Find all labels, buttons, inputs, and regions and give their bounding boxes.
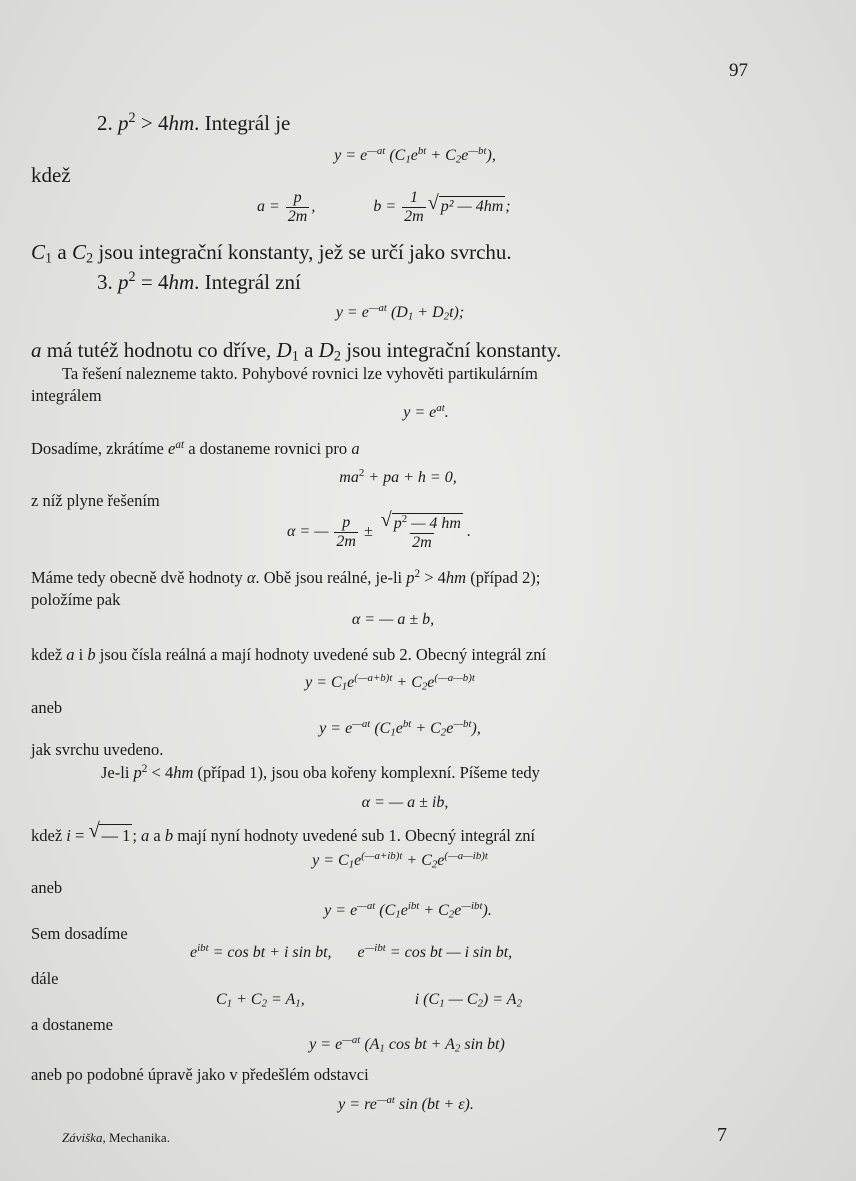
footer-signature: Záviška, Mechanika. — [62, 1130, 170, 1145]
equation-general-complex-2: $y = e^{—at}$ $(C_1e^{ibt} + C_2e^{—ibt})$. — [324, 900, 492, 921]
equation-roots: α = — $\frac{p}{2m}$ ± √ $p^2$ — 4 hm 2m . — [287, 509, 471, 551]
equation-particular: $y = e^{at}$. — [403, 402, 449, 421]
where-label-1: kdež — [31, 163, 71, 187]
and-get-label: a dostaneme — [31, 1015, 114, 1034]
solutions-paragraph-line2: integrálem — [31, 386, 102, 405]
substitute-here-label: Sem dosadíme — [31, 924, 128, 943]
equation-general-complex: $y = C_1e^{(—a+ib)t} + C_2e^{(—a—ib)t}$ — [312, 850, 488, 871]
constants-sentence: $C_1$ a $C_2$ jsou integrační konstanty, jež se určí jako svrchu. — [31, 240, 512, 267]
equation-euler: $e^{ibt} = \cos$ bt + i sin bt, $e^{—ibt} = \cos$ bt — i sin bt, — [190, 942, 513, 961]
two-values-sentence: Máme tedy obecně dvě hodnoty α. Obě jsou reálné, je-li $p^2 > 4hm$ (případ 2); — [31, 567, 541, 587]
same-value-sentence: a má tutéž hodnotu co dříve, $D_1$ a $D_2$ jsou integrační konstanty. — [31, 338, 562, 365]
case-3-heading: 3. $p^2 = 4hm$. Integrál zní — [97, 269, 301, 294]
equation-a-b-definitions: a = $\frac{p}{2m}$ , b = $\frac{1}{2m}$ √ p² — 4hm ; — [257, 189, 511, 225]
equation-general-case2: $y = e^{—at}$ $(C_1e^{bt} + C_2e^{—bt})$, — [334, 145, 496, 166]
equation-cos-sin: $y = e^{—at}$ ($A_1$ cos bt + $A_2$ sin bt) — [309, 1034, 505, 1055]
page-number: 97 — [729, 60, 748, 81]
or-label-2: aneb — [31, 878, 63, 897]
where-a-b-sentence: kdež a i b jsou čísla reálná a mají hodnoty uvedené sub 2. Obecný integrál zní — [31, 645, 547, 664]
where-i-sentence: kdež i = √ — 1 ; a a b mají nyní hodnoty uvedené sub 1. Obecný integrál zní — [31, 820, 536, 845]
or-label-1: aneb — [31, 698, 63, 717]
equation-final: $y = re^{—at}$ sin (bt + ε). — [338, 1094, 474, 1113]
from-which-label: z níž plyne řešením — [31, 491, 160, 510]
equation-characteristic: $ma^2$ + pa + h = 0, — [339, 467, 457, 486]
further-label: dále — [31, 969, 59, 988]
if-case1-sentence: Je-li $p^2 < 4hm$ (případ 1), jsou oba kořeny komplexní. Píšeme tedy — [101, 762, 540, 782]
substitute-sentence: Dosadíme, zkrátíme $e^{at}$ a dostaneme rovnici pro a — [31, 438, 360, 458]
footer-sheet-number: 7 — [717, 1124, 727, 1146]
equation-general-case3: $y = e^{—at}$ $(D_1 + D_2t)$; — [335, 302, 465, 323]
case-2-heading: 2. $p^2 > 4hm$. Integrál je — [97, 110, 291, 135]
equation-constants-A: $C_1 + C_2 = A_1$, i ($C_1$ — $C_2) = A_2$ — [216, 991, 523, 1010]
equation-general-real: $y = C_1e^{(—a+b)t} + C_2e^{(—a—b)t}$ — [305, 672, 475, 693]
as-above-label: jak svrchu uvedeno. — [31, 740, 164, 759]
equation-general-real-2: $y = e^{—at}$ $(C_1e^{bt} + C_2e^{—bt})$, — [319, 718, 481, 739]
solutions-paragraph-line1: Ta řešení nalezneme takto. Pohybové rovnici lze vyhověti partikulárním — [62, 364, 538, 383]
or-similar-sentence: aneb po podobné úpravě jako v předešlém odstavci — [31, 1065, 369, 1084]
equation-alpha-complex: α = — a ± ib, — [361, 794, 449, 811]
equation-alpha-real: α = — a ± b, — [351, 611, 435, 628]
put-then-label: položíme pak — [31, 590, 121, 609]
